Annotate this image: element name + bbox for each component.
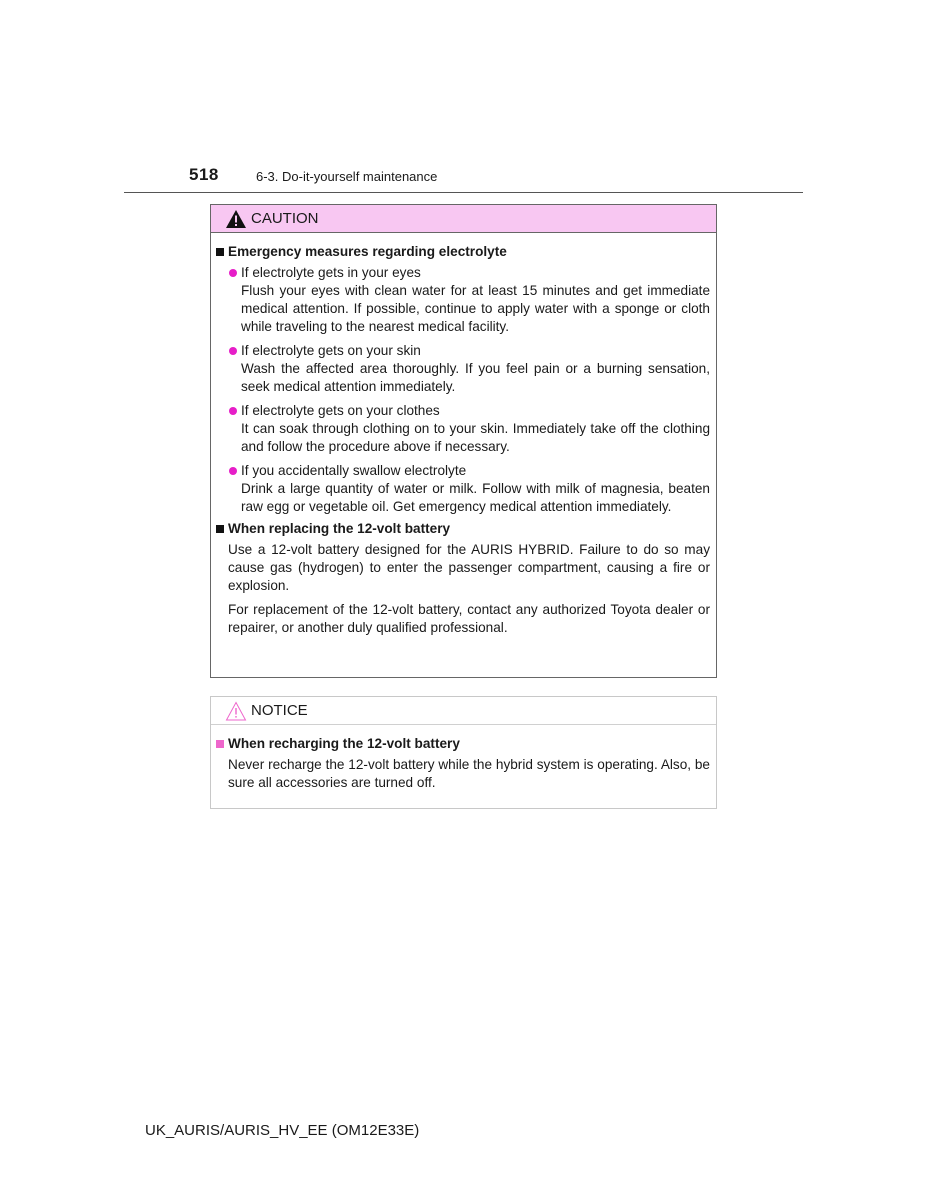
caution-header: [211, 205, 716, 233]
notice-body: [211, 725, 716, 792]
paragraph: Never recharge the 12-volt battery while the hybrid system is operating. Also, be sure all accessories are turned off.: [228, 757, 710, 790]
notice-header: [211, 697, 716, 725]
list-item: If electrolyte gets on your clothes It can soak through clothing on to your skin. Immediately take off the clothing and follow the procedure above if necessary.: [216, 402, 711, 456]
caution-title: CAUTION: [251, 210, 319, 227]
warning-icon: [225, 209, 247, 229]
square-bullet-icon: [216, 740, 224, 748]
section-heading: When replacing the 12-volt battery: [216, 520, 711, 538]
notice-box: [210, 696, 717, 809]
footer-code: UK_AURIS/AURIS_HV_EE (OM12E33E): [145, 1122, 420, 1139]
section-heading: When recharging the 12-volt battery: [216, 735, 711, 753]
caution-body: [211, 233, 716, 637]
header-rule: [124, 192, 803, 193]
list-item: If electrolyte gets in your eyes Flush your eyes with clean water for at least 15 minutes and get immediate medical attention. If possible, continue to apply water with a sponge or cloth while traveling to the nearest medical facility.: [216, 264, 711, 336]
warning-outline-icon: [225, 701, 247, 721]
dot-bullet-icon: [229, 407, 237, 415]
list-item: If electrolyte gets on your skin Wash the affected area thoroughly. If you feel pain or a burning sensation, seek medical attention immediately.: [216, 342, 711, 396]
dot-bullet-icon: [229, 269, 237, 277]
square-bullet-icon: [216, 248, 224, 256]
page-number: 518: [189, 165, 219, 184]
list-item: If you accidentally swallow electrolyte Drink a large quantity of water or milk. Follow with milk of magnesia, beaten raw egg or vegetable oil. Get emergency medical attention immediately.: [216, 462, 711, 516]
notice-title: NOTICE: [251, 702, 308, 719]
section-title: 6-3. Do-it-yourself maintenance: [256, 169, 438, 184]
paragraph: Use a 12-volt battery designed for the AURIS HYBRID. Failure to do so may cause gas (hydrogen) to enter the passenger compartment, causing a fire or explosion.: [228, 542, 710, 593]
paragraph: For replacement of the 12-volt battery, contact any authorized Toyota dealer or repairer, or another duly qualified professional.: [228, 602, 710, 635]
dot-bullet-icon: [229, 347, 237, 355]
section-heading: Emergency measures regarding electrolyte: [216, 243, 711, 261]
square-bullet-icon: [216, 525, 224, 533]
caution-box: [210, 204, 717, 678]
dot-bullet-icon: [229, 467, 237, 475]
